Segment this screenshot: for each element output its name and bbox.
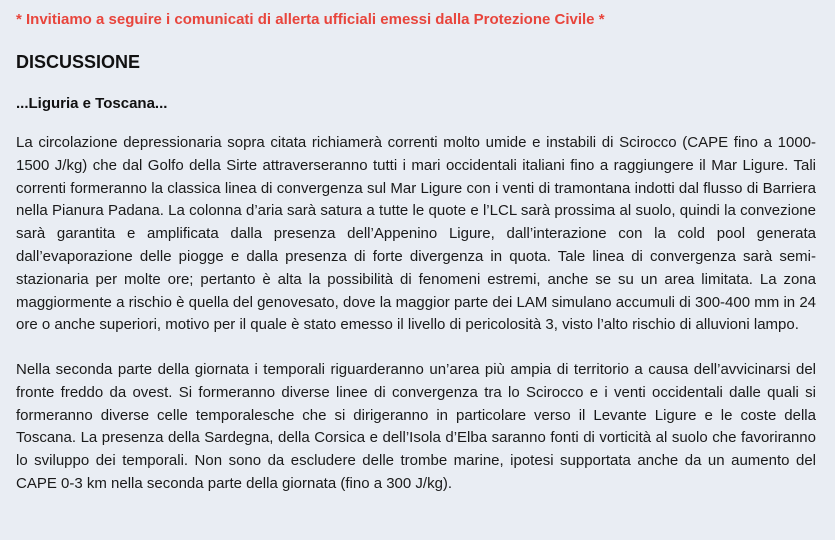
paragraph-2: Nella seconda parte della giornata i temporali riguarderanno un’area più ampia di territorio a causa dell’avvicinarsi del fronte freddo da ovest. Si formeranno diverse linee di convergenza tra lo Scirocco e i venti occidentali dalle quali si formeranno diverse celle temporalesche che si dirigeranno in particolare verso il Levante Ligure e le coste della Toscana. La presenza della Sardegna, della Corsica e dell’Isola d’Elba saranno fonti di vorticità al suolo che favoriranno lo sviluppo dei temporali. Non sono da escludere delle trombe marine, ipotesi supportata anche da un aumento del CAPE 0-3 km nella seconda parte della giornata (fino a 300 J/kg). xyxy=(16,361,816,492)
section-title: DISCUSSIONE xyxy=(16,52,141,72)
paragraph-1: La circolazione depressionaria sopra citata richiamerà correnti molto umide e instabili di Scirocco (CAPE fino a 1000-1500 J/kg) che dal Golfo della Sirte attraverseranno tutti i mari occidentali italiani fino a raggiungere il Mar Ligure. Tali correnti formeranno la classica linea di convergenza sul Mar Ligure con i venti di tramontana indotti dal flusso di Barriera nella Pianura Padana. La colonna d’aria sarà satura a tutte le quote e l’LCL sarà prossima al suolo, quindi la convezione sarà garantita e amplificata dalla presenza dell’Appenino Ligure, dall’interazione con la cold pool generata dall’evaporazione delle piogge e dalla presenza di forte divergenza in quota. Tale linea di convergenza sarà semi-stazionaria per molte ore; pertanto è alta la possibilità di fenomeni estremi, anche se su un area limitata. La zona maggiormente a rischio è quella del genovesato, dove la maggior parte dei LAM simulano accumuli di 300-400 mm in 24 ore o anche superiori, motivo per il quale è stato emesso il livello di pericolosità 3, visto l’alto rischio di alluvioni lampo. xyxy=(16,134,816,334)
alert-banner: * Invitiamo a seguire i comunicati di allerta ufficiali emessi dalla Protezione Civile * xyxy=(16,11,605,28)
region-subtitle: ...Liguria e Toscana... xyxy=(16,95,168,112)
